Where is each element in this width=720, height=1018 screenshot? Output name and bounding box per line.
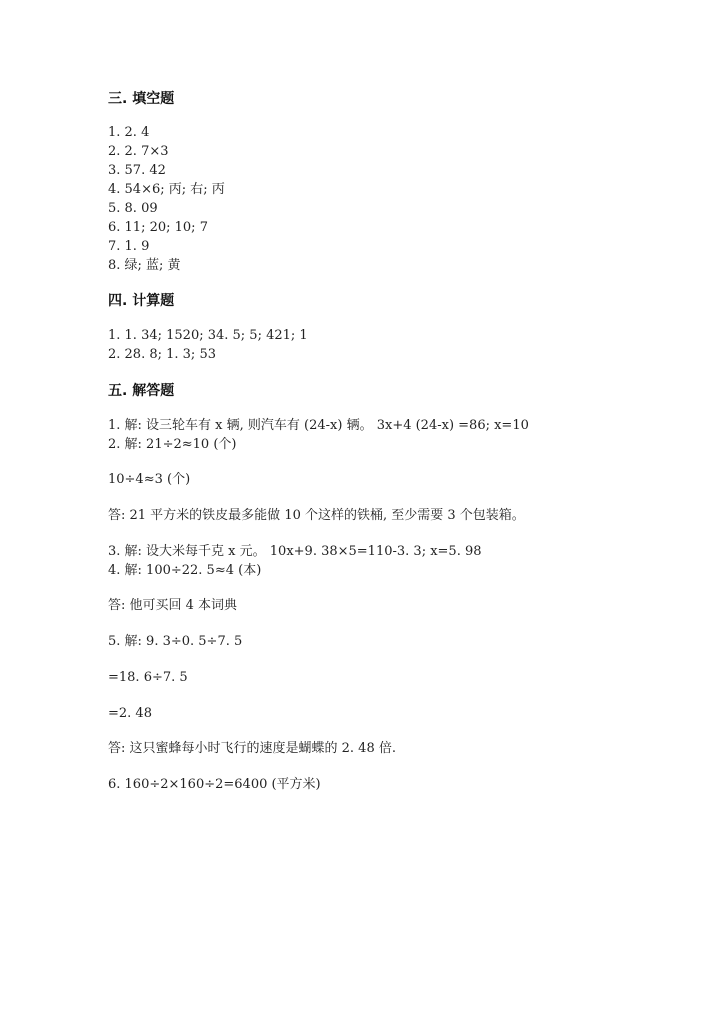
answer-line: 答: 这只蜜蜂每小时飞行的速度是蝴蝶的 2. 48 倍.	[108, 741, 396, 756]
answer-line: 答: 他可买回 4 本词典	[108, 598, 238, 613]
answer-line: 答: 21 平方米的铁皮最多能做 10 个这样的铁桶, 至少需要 3 个包装箱。	[108, 508, 525, 523]
answer-line: 6. 11; 20; 10; 7	[108, 220, 208, 235]
answer-line: 4. 54×6; 丙; 右; 丙	[108, 182, 225, 197]
answer-line: 5. 解: 9. 3÷0. 5÷7. 5	[108, 634, 243, 649]
answer-line: 5. 8. 09	[108, 201, 158, 216]
section-heading-solution: 五. 解答题	[108, 383, 175, 399]
answer-line: 1. 1. 34; 1520; 34. 5; 5; 421; 1	[108, 328, 308, 343]
answer-line: 10÷4≈3 (个)	[108, 472, 191, 487]
answer-line: 2. 解: 21÷2≈10 (个)	[108, 437, 237, 452]
answer-line: =2. 48	[108, 706, 152, 721]
section-heading-calculation: 四. 计算题	[108, 293, 175, 309]
answer-line: 2. 2. 7×3	[108, 144, 169, 159]
answer-line: 2. 28. 8; 1. 3; 53	[108, 347, 216, 362]
answer-line: 6. 160÷2×160÷2=6400 (平方米)	[108, 777, 321, 792]
answer-line: =18. 6÷7. 5	[108, 670, 188, 685]
answer-line: 1. 2. 4	[108, 125, 150, 140]
answer-line: 3. 57. 42	[108, 163, 166, 178]
answer-line: 7. 1. 9	[108, 239, 150, 254]
answer-line: 4. 解: 100÷22. 5≈4 (本)	[108, 563, 262, 578]
answer-line: 8. 绿; 蓝; 黄	[108, 258, 181, 273]
answer-line: 3. 解: 设大米每千克 x 元。 10x+9. 38×5=110-3. 3; x=5. 98	[108, 544, 482, 559]
answer-line: 1. 解: 设三轮车有 x 辆, 则汽车有 (24-x) 辆。 3x+4 (24-x) =86; x=10	[108, 418, 529, 433]
section-heading-fill-blank: 三. 填空题	[108, 91, 175, 107]
